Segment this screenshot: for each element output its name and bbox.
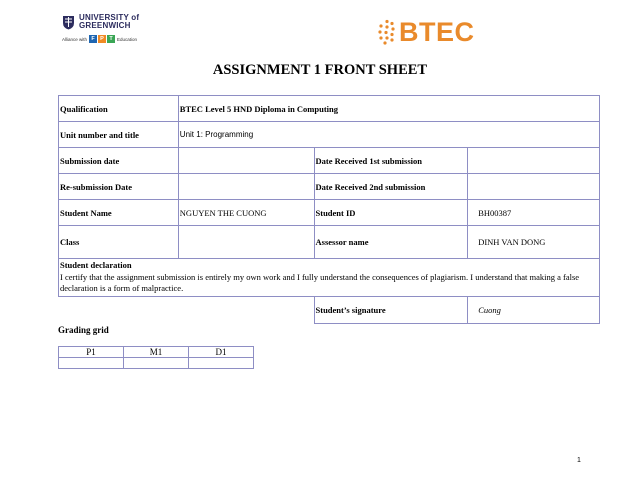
front-sheet-table [58, 95, 600, 324]
signature-label: Student’s signature [314, 296, 468, 323]
date-received-1-value [468, 148, 600, 174]
qualification-value: BTEC Level 5 HND Diploma in Computing [178, 96, 599, 122]
fpt-logo [89, 35, 115, 43]
student-id-value: BH00387 [468, 200, 600, 226]
grade-header-d1: D1 [189, 347, 254, 358]
submission-row [59, 148, 600, 174]
date-received-2-value [468, 174, 600, 200]
resubmission-value [178, 174, 314, 200]
grade-value-d1[interactable] [189, 358, 254, 369]
alliance-prefix: Alliance with [62, 36, 88, 42]
student-name-value: NGUYEN THE CUONG [178, 200, 314, 226]
grading-header-row [59, 347, 254, 358]
resubmission-row [59, 174, 600, 200]
signature-spacer [59, 296, 315, 323]
class-row [59, 226, 600, 259]
date-received-2-label: Date Received 2nd submission [314, 174, 468, 200]
qualification-row [59, 96, 600, 122]
grade-value-p1[interactable] [59, 358, 124, 369]
student-name-label: Student Name [59, 200, 179, 226]
university-logo [62, 14, 142, 54]
fpt-letter-f: F [89, 35, 97, 43]
unit-value: Unit 1: Programming [178, 122, 599, 148]
signature-row [59, 296, 600, 323]
page-number: 1 [577, 457, 581, 464]
date-received-1-label: Date Received 1st submission [314, 148, 468, 174]
resubmission-label: Re-submission Date [59, 174, 179, 200]
signature-value: Cuong [468, 296, 600, 323]
grading-value-row [59, 358, 254, 369]
class-label: Class [59, 226, 179, 259]
unit-row [59, 122, 600, 148]
assessor-value: DINH VAN DONG [468, 226, 600, 259]
submission-date-value [178, 148, 314, 174]
fpt-letter-p: P [98, 35, 106, 43]
grade-header-m1: M1 [124, 347, 189, 358]
student-row [59, 200, 600, 226]
alliance-line [62, 35, 142, 43]
btec-dots-icon [377, 19, 397, 45]
submission-date-label: Submission date [59, 148, 179, 174]
btec-wordmark: BTEC [399, 17, 475, 47]
alliance-suffix: Education [117, 36, 138, 42]
declaration-title: Student declaration [60, 260, 132, 270]
class-value [178, 226, 314, 259]
grading-grid [58, 346, 254, 369]
fpt-letter-t: T [107, 35, 115, 43]
declaration-cell [59, 259, 600, 297]
university-name-line2: GREENWICH [79, 21, 131, 30]
qualification-label: Qualification [59, 96, 179, 122]
grade-value-m1[interactable] [124, 358, 189, 369]
university-name-line1: UNIVERSITY of [79, 13, 140, 22]
unit-label: Unit number and title [59, 122, 179, 148]
assessor-label: Assessor name [314, 226, 468, 259]
grading-grid-title: Grading grid [58, 325, 109, 335]
student-id-label: Student ID [314, 200, 468, 226]
crest-icon [62, 15, 75, 30]
declaration-row [59, 259, 600, 297]
page-title: ASSIGNMENT 1 FRONT SHEET [212, 62, 428, 78]
grade-header-p1: P1 [59, 347, 124, 358]
btec-logo [377, 17, 475, 47]
declaration-text: I certify that the assignment submission is entirely my own work and I fully understand the consequences of plagiarism. I understand that making a false declaration is a form of malpractice. [60, 271, 580, 293]
